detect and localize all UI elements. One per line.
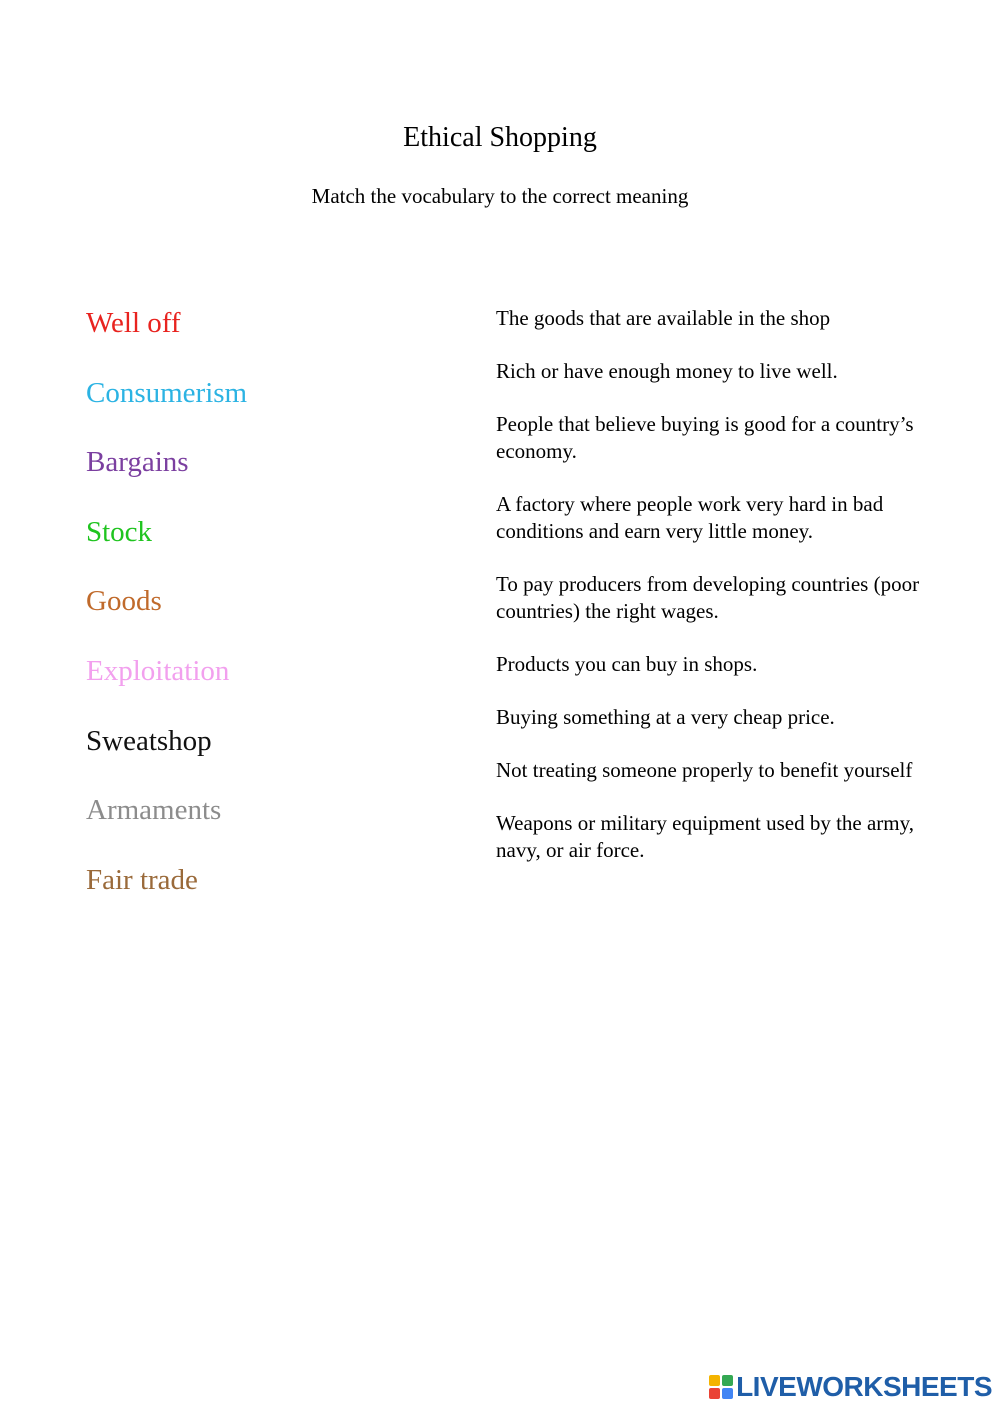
- vocab-word-armaments: Armaments: [86, 794, 222, 827]
- vocab-word-stock: Stock: [86, 515, 153, 548]
- vocab-word-bargains: Bargains: [86, 446, 189, 479]
- vocab-word-well-off: Well off: [86, 307, 181, 339]
- definition-item: A factory where people work very hard in bad conditions and earn very little money.: [496, 492, 884, 543]
- definition-item: People that believe buying is good for a country’s economy.: [496, 412, 914, 463]
- vocab-word-fair-trade: Fair trade: [86, 863, 198, 896]
- definition-item: Rich or have enough money to live well.: [496, 359, 838, 383]
- definition-item: The goods that are available in the shop: [496, 306, 831, 330]
- definition-item: To pay producers from developing countries (poor countries) the right wages.: [496, 572, 920, 623]
- vocabulary-list: [86, 305, 446, 931]
- vocab-word-sweatshop: Sweatshop: [86, 724, 212, 757]
- page-title: Ethical Shopping: [403, 122, 597, 153]
- definition-item: Buying something at a very cheap price.: [496, 705, 835, 729]
- instructions: Match the vocabulary to the correct meaning: [311, 184, 689, 208]
- definition-list: [496, 305, 956, 890]
- definition-item: Products you can buy in shops.: [496, 652, 758, 676]
- vocab-word-goods: Goods: [86, 585, 162, 618]
- definition-item: Weapons or military equipment used by the army, navy, or air force.: [496, 811, 915, 862]
- vocab-word-exploitation: Exploitation: [86, 654, 230, 687]
- liveworksheets-logo-icon: [709, 1375, 733, 1399]
- liveworksheets-logo-text: LIVEWORKSHEETS: [736, 1371, 992, 1402]
- definition-item: Not treating someone properly to benefit yourself: [496, 758, 913, 782]
- vocab-word-consumerism: Consumerism: [86, 376, 248, 409]
- liveworksheets-logo: [709, 1369, 992, 1405]
